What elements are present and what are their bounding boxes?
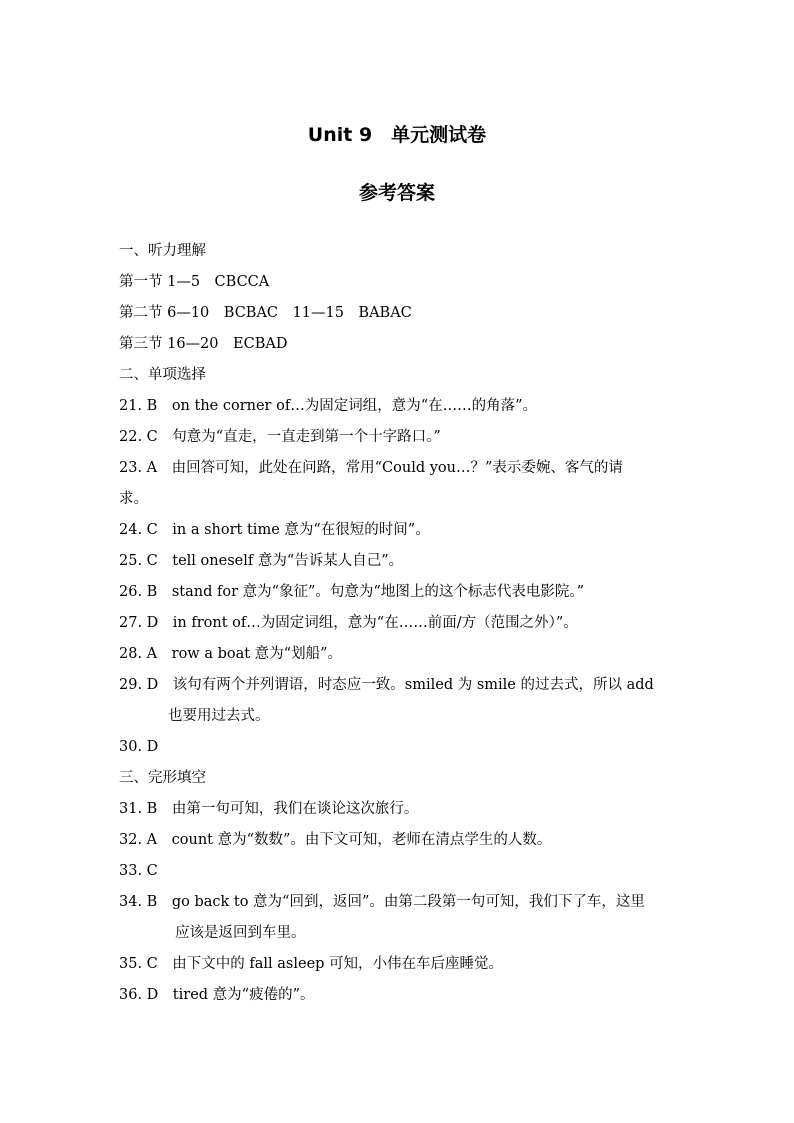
answer-item-continuation: 也要用过去式。 <box>168 708 270 724</box>
answer-item-text: 25. C tell oneself 意为“告诉某人自己”。 <box>119 553 404 569</box>
answer-line: 第三节 16—20 ECBAD <box>119 336 288 352</box>
answer-item <box>119 887 679 949</box>
answer-line: 第一节 1—5 CBCCA <box>119 274 270 290</box>
page-title: Unit 9 单元测试卷 <box>307 124 487 146</box>
answer-item-text: 21. B on the corner of…为固定词组，意为“在……的角落”。 <box>119 398 538 414</box>
answer-item <box>119 980 679 1011</box>
answer-item <box>119 608 679 639</box>
answer-item-text: 24. C in a short time 意为“在很短的时间”。 <box>119 522 430 538</box>
answer-content <box>119 236 679 1011</box>
page-subtitle: 参考答案 <box>358 182 435 204</box>
answer-item <box>119 794 679 825</box>
answer-item-text: 23. A 由回答可知，此处在问路，常用“Could you…？”表示委婉、客气的请 <box>119 460 623 476</box>
answer-item <box>119 670 679 732</box>
answer-item-text: 28. A row a boat 意为“划船”。 <box>119 646 342 662</box>
answer-line: 第二节 6—10 BCBAC 11—15 BABAC <box>119 305 412 321</box>
answer-item-text: 29. D 该句有两个并列谓语，时态应一致。smiled 为 smile 的过去式，所以 add <box>119 677 654 693</box>
answer-item-text: 33. C <box>119 863 158 879</box>
answer-item <box>119 422 679 453</box>
section-heading-cloze: 三、完形填空 <box>119 770 206 786</box>
answer-item <box>119 639 679 670</box>
answer-item-text: 36. D tired 意为“疲倦的”。 <box>119 987 315 1003</box>
answer-item <box>119 546 679 577</box>
answer-item <box>119 391 679 422</box>
answer-item-text: 26. B stand for 意为“象征”。句意为“地图上的这个标志代表电影院。” <box>119 584 585 600</box>
answer-item-continuation: 求。 <box>119 491 148 507</box>
answer-item-continuation: 应该是返回到车里。 <box>175 925 306 941</box>
answer-item-text: 22. C 句意为“直走，一直走到第一个十字路口。” <box>119 429 441 445</box>
answer-item <box>119 732 679 763</box>
answer-item-text: 31. B 由第一句可知，我们在谈论这次旅行。 <box>119 801 419 817</box>
answer-item-text: 30. D <box>119 739 159 755</box>
answer-item <box>119 453 679 515</box>
answer-item-text: 35. C 由下文中的 fall asleep 可知，小伟在车后座睡觉。 <box>119 956 504 972</box>
answer-item-text: 27. D in front of…为固定词组，意为“在……前面/方（范围之外）”。 <box>119 615 578 631</box>
answer-item <box>119 825 679 856</box>
answer-item-text: 32. A count 意为“数数”。由下文可知，老师在清点学生的人数。 <box>119 832 552 848</box>
answer-item <box>119 515 679 546</box>
answer-item <box>119 577 679 608</box>
section-heading-single-choice: 二、单项选择 <box>119 367 206 383</box>
answer-item <box>119 949 679 980</box>
section-heading-listening: 一、听力理解 <box>119 243 206 259</box>
answer-item-text: 34. B go back to 意为“回到，返回”。由第二段第一句可知，我们下了车，这里 <box>119 894 645 910</box>
answer-item <box>119 856 679 887</box>
